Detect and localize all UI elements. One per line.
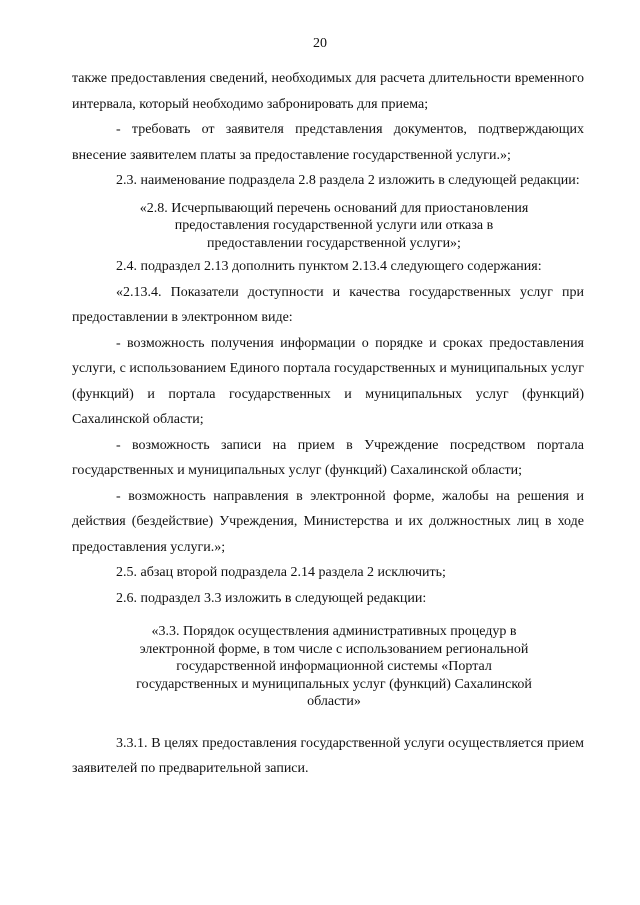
document-body xyxy=(72,66,584,782)
paragraph-2-4: 2.4. подраздел 2.13 дополнить пунктом 2.13.4 следующего содержания: xyxy=(116,259,542,274)
paragraph-requirement: - требовать от заявителя представления документов, подтверждающих внесение заявителем платы за предоставление государственной услуги.»; xyxy=(72,122,584,163)
list-item-info: - возможность получения информации о порядке и сроках предоставления услуги, с использованием Единого портала государственных и муниципальных услуг (функций) и портала государственных и муниципальных услуг (функций) Сахалинской области; xyxy=(72,335,584,427)
list-item-appointment: - возможность записи на прием в Учреждение посредством портала государственных и муниципальных услуг (функций) Сахалинской области; xyxy=(72,437,584,478)
paragraph-continuation: также предоставления сведений, необходимых для расчета длительности временного интервала, который необходимо забронировать для приема; xyxy=(72,71,584,112)
paragraph-2-13-4: «2.13.4. Показатели доступности и качества государственных услуг при предоставлении в электронном виде: xyxy=(72,284,584,325)
list-item-complaint: - возможность направления в электронной форме, жалобы на решения и действия (бездействие) Учреждения, Министерства и их должностных лиц в ходе предоставления услуги.»; xyxy=(72,488,584,555)
quoted-heading-2-8: «2.8. Исчерпывающий перечень оснований для приостановления предоставления государственной услуги или отказа в предоставлении государственной услуги»; xyxy=(139,200,529,251)
page-number: 20 xyxy=(313,36,327,51)
paragraph-2-3: 2.3. наименование подраздела 2.8 раздела 2 изложить в следующей редакции: xyxy=(116,173,580,188)
paragraph-2-6: 2.6. подраздел 3.3 изложить в следующей редакции: xyxy=(116,590,427,606)
paragraph-2-5: 2.5. абзац второй подраздела 2.14 раздела 2 исключить; xyxy=(116,565,446,580)
paragraph-3-3-1: 3.3.1. В целях предоставления государственной услуги осуществляется прием заявителей по предварительной записи. xyxy=(72,735,584,776)
quoted-heading-3-3: «3.3. Порядок осуществления административных процедур в электронной форме, в том числе с использованием региональной государственной информационной системы «Портал государственных и муниципальных услуг (функций) Сахалинской области» xyxy=(136,624,532,709)
